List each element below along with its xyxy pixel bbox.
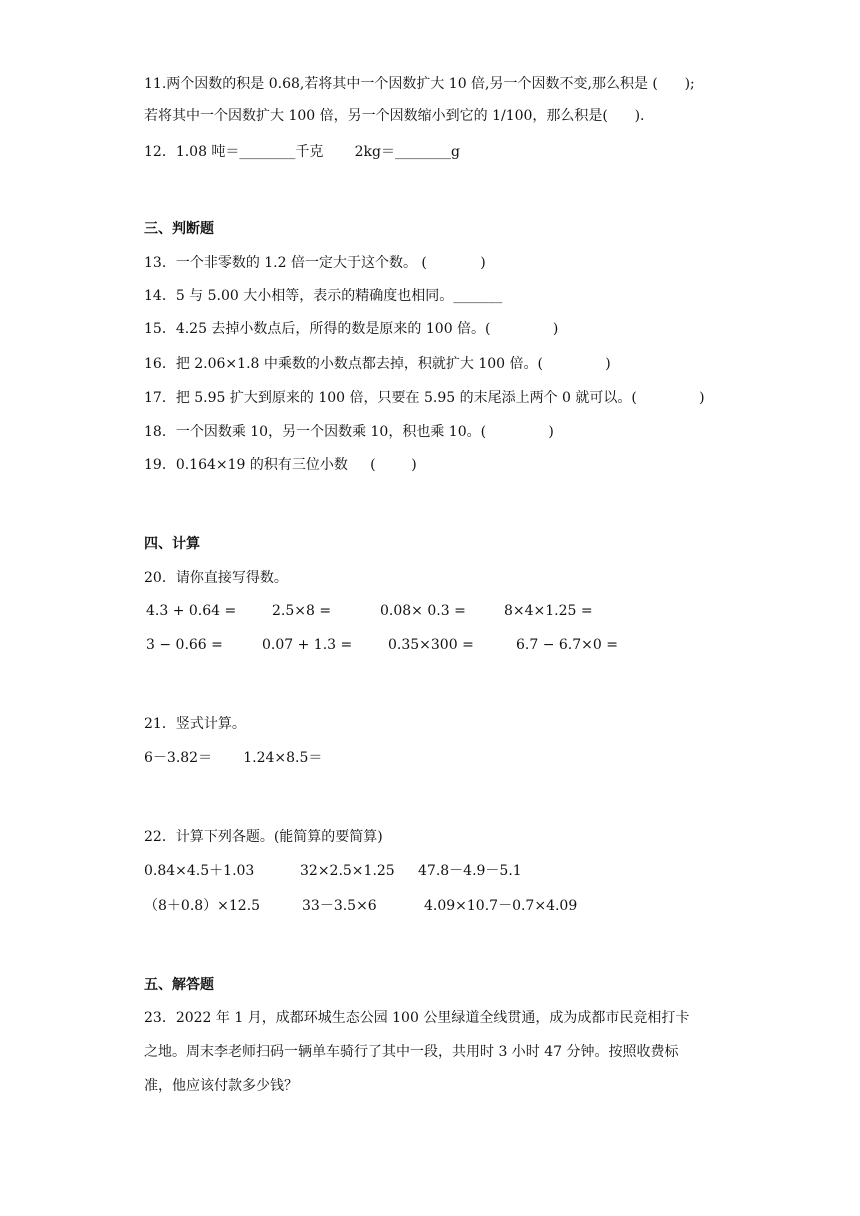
calc-item: 4.3 + 0.64 = xyxy=(146,603,237,619)
question-12: 12．1.08 吨＝________千克 2kg＝________g xyxy=(144,144,460,160)
section-5-heading: 五、解答题 xyxy=(144,977,214,993)
calc-item: 47.8－4.9－5.1 xyxy=(418,863,522,879)
calc-item: 8×4×1.25 = xyxy=(504,603,593,619)
question-21-items: 6－3.82＝ 1.24×8.5＝ xyxy=(144,750,323,766)
calc-item: （8＋0.8）×12.5 xyxy=(144,898,261,914)
calc-item: 33－3.5×6 xyxy=(302,898,377,914)
question-23-line-1: 23．2022 年 1 月，成都环城生态公园 100 公里绿道全线贯通，成为成都市民竞相打卡 xyxy=(144,1010,690,1026)
question-19: 19．0.164×19 的积有三位小数 ( ) xyxy=(144,457,417,473)
question-21-prompt: 21．竖式计算。 xyxy=(144,716,246,732)
calc-item: 6.7 − 6.7×0 = xyxy=(516,637,618,653)
question-13: 13．一个非零数的 1.2 倍一定大于这个数。 ( ) xyxy=(144,255,486,271)
section-3-heading: 三、判断题 xyxy=(144,221,214,237)
calc-item: 2.5×8 = xyxy=(272,603,332,619)
section-4-heading: 四、计算 xyxy=(144,536,200,552)
calc-item: 0.07 + 1.3 = xyxy=(262,637,353,653)
question-14: 14．5 与 5.00 大小相等，表示的精确度也相同。_______ xyxy=(144,288,503,304)
calc-item: 0.84×4.5＋1.03 xyxy=(144,863,255,879)
question-16: 16．把 2.06×1.8 中乘数的小数点都去掉，积就扩大 100 倍。( ) xyxy=(144,356,611,372)
question-17: 17．把 5.95 扩大到原来的 100 倍，只要在 5.95 的末尾添上两个 0 就可以。( ) xyxy=(144,390,705,406)
question-15: 15．4.25 去掉小数点后，所得的数是原来的 100 倍。( ) xyxy=(144,321,559,337)
question-22-prompt: 22．计算下列各题。(能简算的要简算) xyxy=(144,829,383,845)
calc-item: 0.08× 0.3 = xyxy=(380,603,466,619)
question-11-line-1: 11.两个因数的积是 0.68,若将其中一个因数扩大 10 倍,另一个因数不变,那么积是 ( ); xyxy=(144,76,695,92)
question-23-line-3: 准，他应该付款多少钱？ xyxy=(144,1078,298,1094)
calc-item: 4.09×10.7－0.7×4.09 xyxy=(424,898,578,914)
calc-item: 3 − 0.66 = xyxy=(146,637,223,653)
question-23-line-2: 之地。周末李老师扫码一辆单车骑行了其中一段，共用时 3 小时 47 分钟。按照收费标 xyxy=(144,1044,679,1060)
question-20-prompt: 20．请你直接写得数。 xyxy=(144,570,288,586)
calc-item: 32×2.5×1.25 xyxy=(300,863,395,879)
question-11-line-2: 若将其中一个因数扩大 100 倍，另一个因数缩小到它的 1/100，那么积是( ). xyxy=(144,108,645,124)
question-18: 18．一个因数乘 10，另一个因数乘 10，积也乘 10。( ) xyxy=(144,424,554,440)
calc-item: 0.35×300 = xyxy=(388,637,474,653)
